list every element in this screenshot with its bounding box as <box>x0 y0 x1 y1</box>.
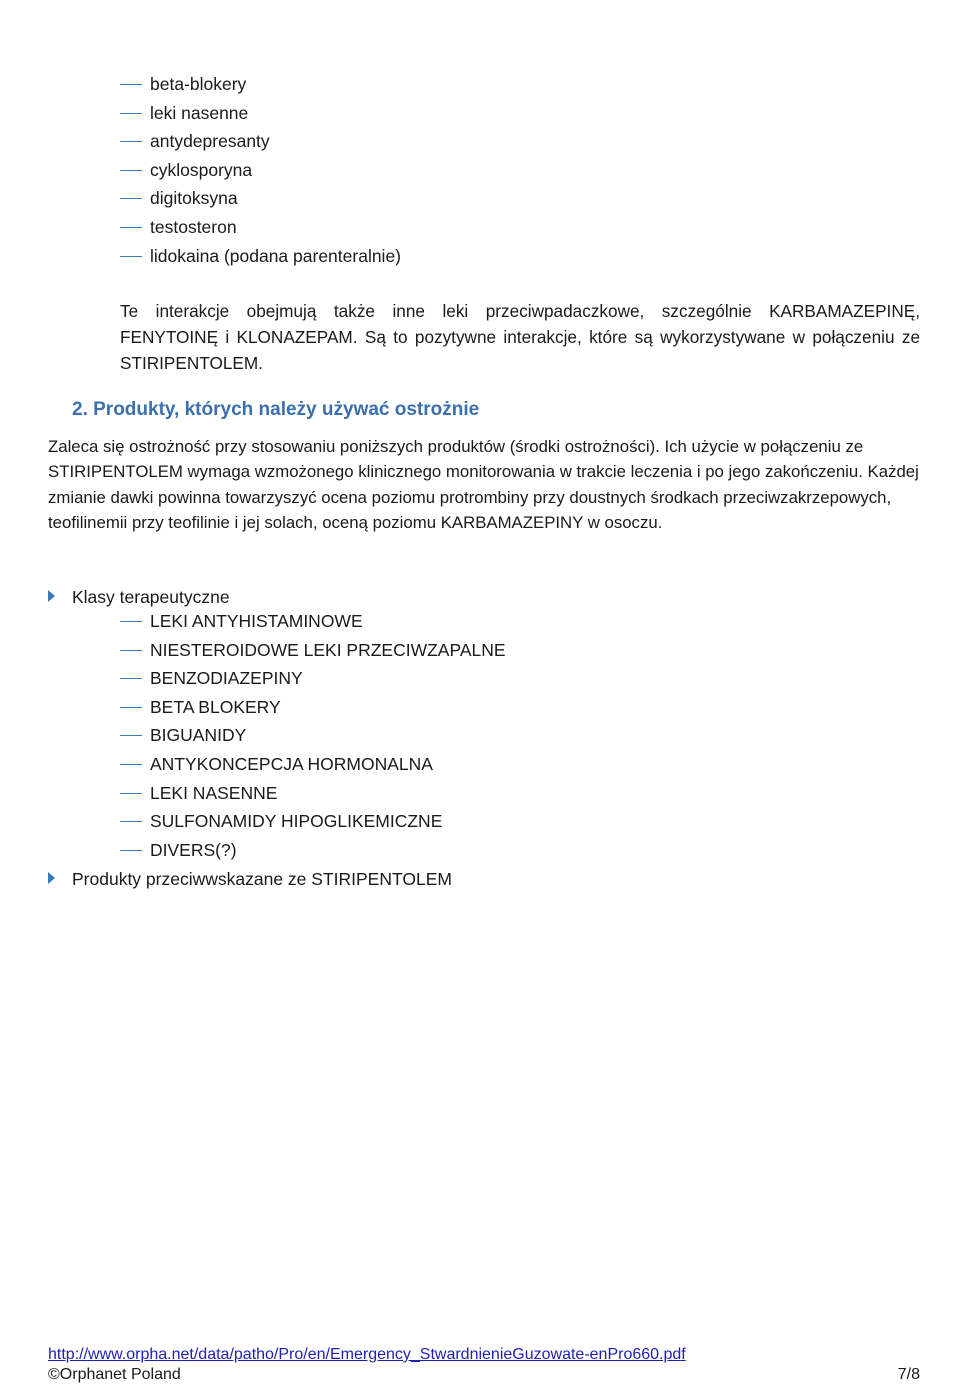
dash-bullet-icon <box>120 198 142 199</box>
list-item-label: cyklosporyna <box>150 159 253 180</box>
interactions-paragraph: Te interakcje obejmują także inne leki przeciwpadaczkowe, szczególnie KARBAMAZEPINĘ, FENYTOINĘ i KLONAZEPAM. Są to pozytywne interakcje, które są wykorzystywane w połączeniu ze STIRIPENTOLEM. <box>120 301 920 373</box>
list-item <box>120 213 401 242</box>
list-item-label: BIGUANIDY <box>150 725 247 746</box>
dash-bullet-icon <box>120 821 142 822</box>
list-item-label: BENZODIAZEPINY <box>150 668 303 689</box>
list-item <box>120 636 506 665</box>
list-item <box>120 693 506 722</box>
list-item <box>120 664 506 693</box>
dash-bullet-icon <box>120 141 142 142</box>
list-item <box>120 156 401 185</box>
section-heading: 2. Produkty, których należy używać ostrożnie <box>72 399 480 420</box>
contraindicated-row <box>48 865 452 893</box>
list-item-label: SULFONAMIDY HIPOGLIKEMICZNE <box>150 811 443 832</box>
list-item-label: leki nasenne <box>150 102 249 123</box>
dash-bullet-icon <box>120 850 142 851</box>
list-item <box>120 721 506 750</box>
drug-list <box>120 70 401 270</box>
list-item <box>120 127 401 156</box>
dash-bullet-icon <box>120 113 142 114</box>
list-item <box>120 607 506 636</box>
list-item-label: BETA BLOKERY <box>150 696 281 717</box>
arrow-right-icon <box>48 590 55 602</box>
dash-bullet-icon <box>120 793 142 794</box>
dash-bullet-icon <box>120 170 142 171</box>
list-item-label: DIVERS(?) <box>150 839 237 860</box>
list-item <box>120 807 506 836</box>
list-item-label: ANTYKONCEPCJA HORMONALNA <box>150 753 433 774</box>
dash-bullet-icon <box>120 707 142 708</box>
arrow-right-icon <box>48 872 55 884</box>
list-item-label: antydepresanty <box>150 131 270 152</box>
list-item-label: testosteron <box>150 216 237 237</box>
dash-bullet-icon <box>120 227 142 228</box>
copyright-text: ©Orphanet Poland <box>48 1366 181 1383</box>
dash-bullet-icon <box>120 84 142 85</box>
dash-bullet-icon <box>120 735 142 736</box>
dash-bullet-icon <box>120 764 142 765</box>
list-item <box>120 184 401 213</box>
contraindicated-label: Produkty przeciwwskazane ze STIRIPENTOLEM <box>72 869 452 889</box>
list-item-label: NIESTEROIDOWE LEKI PRZECIWZAPALNE <box>150 639 506 660</box>
therapeutic-classes-list <box>120 607 506 864</box>
list-item-label: lidokaina (podana parenteralnie) <box>150 245 402 266</box>
dash-bullet-icon <box>120 621 142 622</box>
caution-paragraph: Zaleca się ostrożność przy stosowaniu poniższych produktów (środki ostrożności). Ich użycie w połączeniu ze STIRIPENTOLEM wymaga wzmożonego klinicznego monitorowania w trakcie leczenia i po jego zakończeniu. Każdej zmianie dawki powinna towarzyszyć ocena poziomu protrombiny przy doustnych środkach przeciwzakrzepowych, teofilinemii przy teofilinie i jej solach, oceną poziomu KARBAMAZEPINY w osoczu. <box>48 437 919 533</box>
therapeutic-classes-label: Klasy terapeutyczne <box>72 587 230 607</box>
list-item-label: digitoksyna <box>150 188 238 209</box>
list-item <box>120 836 506 865</box>
list-item <box>120 750 506 779</box>
list-item <box>120 70 401 99</box>
page-number: 7/8 <box>897 1366 920 1383</box>
list-item <box>120 779 506 808</box>
list-item-label: LEKI NASENNE <box>150 782 278 803</box>
dash-bullet-icon <box>120 650 142 651</box>
dash-bullet-icon <box>120 256 142 257</box>
dash-bullet-icon <box>120 678 142 679</box>
source-url-link[interactable]: http://www.orpha.net/data/patho/Pro/en/Emergency_StwardnienieGuzowate-enPro660.pdf <box>48 1346 686 1363</box>
list-item <box>120 242 401 271</box>
list-item-label: LEKI ANTYHISTAMINOWE <box>150 611 363 631</box>
list-item <box>120 99 401 128</box>
list-item-label: beta-blokery <box>150 74 247 94</box>
